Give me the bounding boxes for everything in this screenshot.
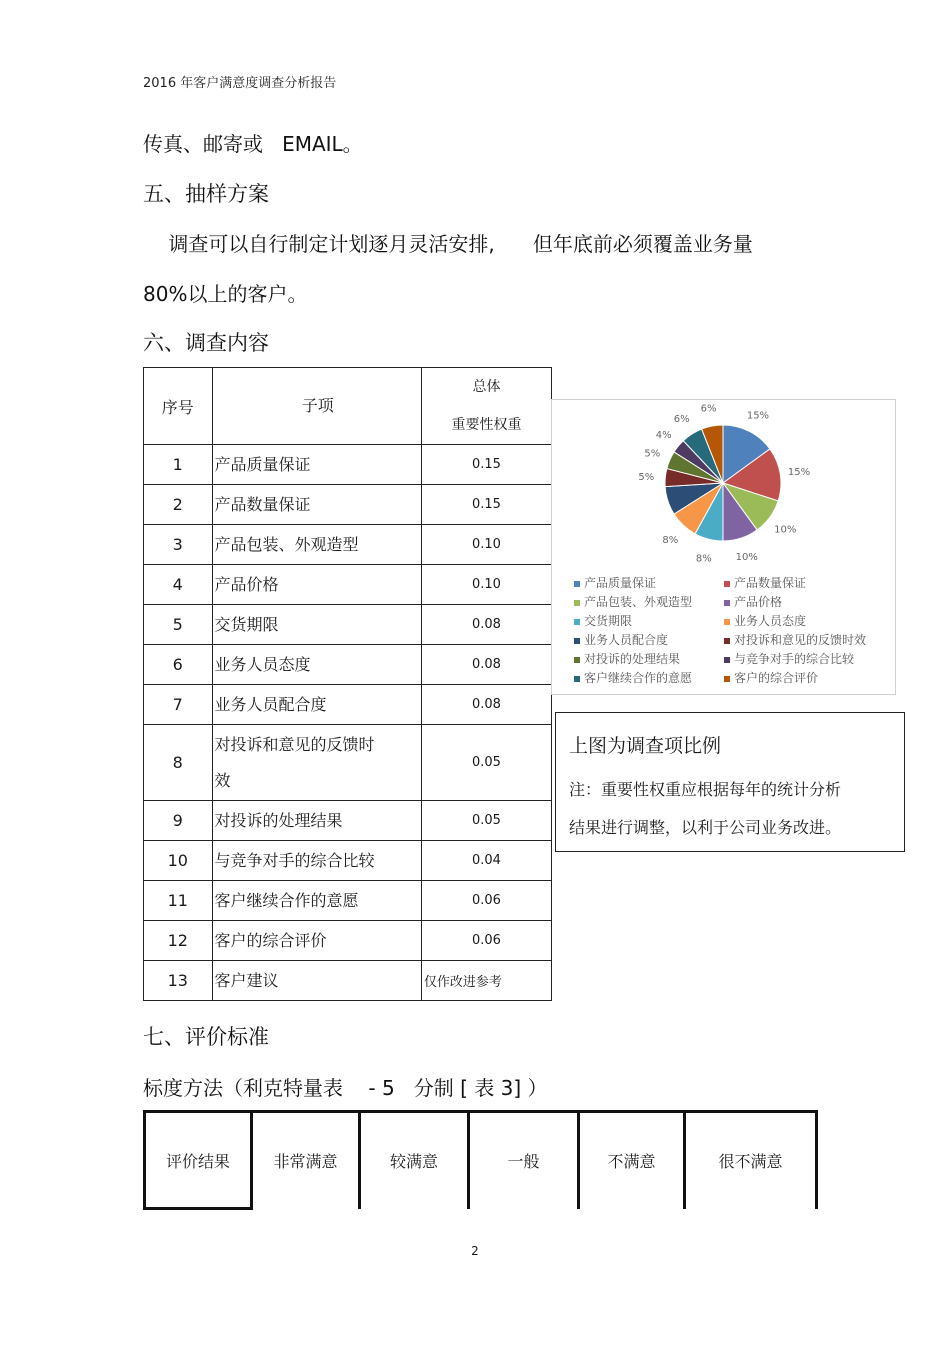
legend-label: 对投诉的处理结果: [584, 652, 681, 666]
row-weight: 0.05: [421, 725, 551, 801]
legend-label: 业务人员配合度: [584, 633, 669, 647]
table-row: [144, 485, 552, 525]
row-weight: 0.10: [421, 565, 551, 605]
table-header-row: [144, 368, 552, 445]
scale-cell-dissatisfied: 不满意: [579, 1112, 685, 1209]
scale-cell-neutral: 一般: [469, 1112, 579, 1209]
row-weight: 0.10: [421, 525, 551, 565]
pie-slice-label: 5%: [638, 471, 655, 483]
row-weight: 仅作改进参考: [421, 961, 551, 1001]
row-weight: 0.15: [421, 445, 551, 485]
legend-swatch: [574, 581, 580, 587]
table-row: [144, 961, 552, 1001]
survey-content-table: [143, 367, 552, 1001]
table-row: [144, 801, 552, 841]
row-weight: 0.15: [421, 485, 551, 525]
legend-label: 产品价格: [734, 595, 783, 609]
row-index: 6: [144, 645, 213, 685]
table-row: [144, 685, 552, 725]
legend-swatch: [724, 676, 730, 682]
note-line-1: 注：重要性权重应根据每年的统计分析: [569, 780, 842, 799]
legend-label: 客户的综合评价: [734, 671, 819, 685]
legend-swatch: [574, 619, 580, 625]
scale-cell-result: 评价结果: [145, 1112, 252, 1209]
legend-item: [724, 612, 806, 629]
row-index: 1: [144, 445, 213, 485]
scale-cell-very-dissatisfied: 很不满意: [685, 1112, 817, 1209]
page-number: 2: [471, 1244, 479, 1258]
table-row: [144, 881, 552, 921]
pie-slice-label: 8%: [662, 535, 679, 547]
header-weight-bottom: 重要性权重: [451, 417, 522, 433]
row-item: 业务人员态度: [212, 645, 421, 685]
legend-swatch: [724, 619, 730, 625]
row-item: 对投诉的处理结果: [212, 801, 421, 841]
table-row: [144, 645, 552, 685]
row-index: 3: [144, 525, 213, 565]
table-row: [144, 605, 552, 645]
row-weight: 0.06: [421, 921, 551, 961]
legend-label: 客户继续合作的意愿: [584, 671, 693, 685]
row-weight: 0.08: [421, 605, 551, 645]
rating-scale-row: [145, 1112, 817, 1209]
row-item: 交货期限: [212, 605, 421, 645]
section-5-paragraph-line-2: 80%以上的客户。: [143, 282, 308, 306]
legend-label: 产品数量保证: [734, 576, 807, 590]
row-item: 产品质量保证: [212, 445, 421, 485]
row-weight: 0.08: [421, 645, 551, 685]
row-item: 产品价格: [212, 565, 421, 605]
section-7-heading: 七、评价标准: [143, 1025, 269, 1049]
legend-label: 对投诉和意见的反馈时效: [734, 633, 867, 647]
row-weight: 0.06: [421, 881, 551, 921]
pie-slice-label: 10%: [735, 552, 758, 564]
legend-swatch: [724, 657, 730, 663]
header-weight-top: 总体: [472, 379, 501, 395]
pie-slice-label: 5%: [644, 448, 661, 460]
row-index: 4: [144, 565, 213, 605]
legend-item: [724, 669, 818, 686]
legend-swatch: [574, 600, 580, 606]
pie-slice-label: 15%: [746, 410, 770, 422]
rating-scale-table: [143, 1110, 818, 1210]
pie-slice-label: 10%: [774, 524, 797, 536]
legend-label: 业务人员态度: [734, 614, 807, 628]
legend-swatch: [574, 676, 580, 682]
legend-swatch: [724, 581, 730, 587]
row-index: 12: [144, 921, 213, 961]
row-weight: 0.08: [421, 685, 551, 725]
row-item-line-1: 对投诉和意见的反馈时: [214, 734, 375, 754]
row-weight: 0.05: [421, 801, 551, 841]
legend-item: [724, 593, 782, 610]
row-item: 客户的综合评价: [212, 921, 421, 961]
row-item: 产品数量保证: [212, 485, 421, 525]
scale-method-line: 标度方法（利克特量表 - 5 分制 [ 表 3] ）: [143, 1076, 548, 1100]
row-index: 13: [144, 961, 213, 1001]
legend-item: [574, 650, 680, 667]
legend-swatch: [724, 638, 730, 644]
pie-slice-label: 6%: [673, 413, 690, 425]
legend-swatch: [724, 600, 730, 606]
header-index: 序号: [144, 368, 213, 445]
pie-slice-label: 8%: [695, 553, 712, 565]
row-index: 10: [144, 841, 213, 881]
body-line-contact-methods: 传真、邮寄或 EMAIL。: [143, 132, 363, 156]
row-item: 业务人员配合度: [212, 685, 421, 725]
table-row: [144, 565, 552, 605]
scale-cell-very-satisfied: 非常满意: [252, 1112, 360, 1209]
legend-item: [574, 574, 656, 591]
note-line-2: 结果进行调整，以利于公司业务改进。: [569, 818, 842, 837]
row-item-line-2: 效: [214, 770, 231, 790]
row-index: 7: [144, 685, 213, 725]
row-index: 2: [144, 485, 213, 525]
row-index: 8: [144, 725, 213, 801]
legend-item: [574, 612, 632, 629]
legend-item: [574, 631, 668, 648]
header-weight: [421, 368, 551, 445]
legend-item: [574, 593, 692, 610]
legend-swatch: [574, 657, 580, 663]
table-row: [144, 725, 552, 801]
row-weight: 0.04: [421, 841, 551, 881]
pie-chart: [552, 400, 895, 574]
section-5-heading: 五、抽样方案: [143, 182, 269, 206]
row-index: 11: [144, 881, 213, 921]
chart-note-box: [555, 712, 905, 852]
header-item: 子项: [212, 368, 421, 445]
legend-swatch: [574, 638, 580, 644]
row-item: 产品包装、外观造型: [212, 525, 421, 565]
pie-slice-label: 4%: [655, 429, 672, 441]
table-row: [144, 841, 552, 881]
row-item: 与竞争对手的综合比较: [212, 841, 421, 881]
section-5-paragraph-line-1: 调查可以自行制定计划逐月灵活安排, 但年底前必须覆盖业务量: [143, 232, 753, 256]
table-row: [144, 445, 552, 485]
pie-chart-panel: [551, 399, 896, 695]
row-index: 5: [144, 605, 213, 645]
scale-cell-satisfied: 较满意: [360, 1112, 469, 1209]
legend-item: [574, 669, 692, 686]
pie-slice-label: 6%: [700, 403, 717, 415]
legend-label: 产品包装、外观造型: [584, 595, 693, 609]
legend-item: [724, 631, 866, 648]
legend-label: 产品质量保证: [584, 576, 657, 590]
legend-label: 与竞争对手的综合比较: [734, 652, 855, 666]
legend-item: [724, 650, 854, 667]
table-row: [144, 525, 552, 565]
row-item: 客户建议: [212, 961, 421, 1001]
section-6-heading: 六、调查内容: [143, 331, 269, 355]
row-index: 9: [144, 801, 213, 841]
pie-slice-label: 15%: [787, 466, 811, 478]
row-item: [212, 725, 421, 801]
legend-item: [724, 574, 806, 591]
legend-label: 交货期限: [584, 614, 633, 628]
document-header: 2016 年客户满意度调查分析报告: [143, 76, 337, 91]
row-item: 客户继续合作的意愿: [212, 881, 421, 921]
note-title: 上图为调查项比例: [569, 735, 722, 757]
table-row: [144, 921, 552, 961]
